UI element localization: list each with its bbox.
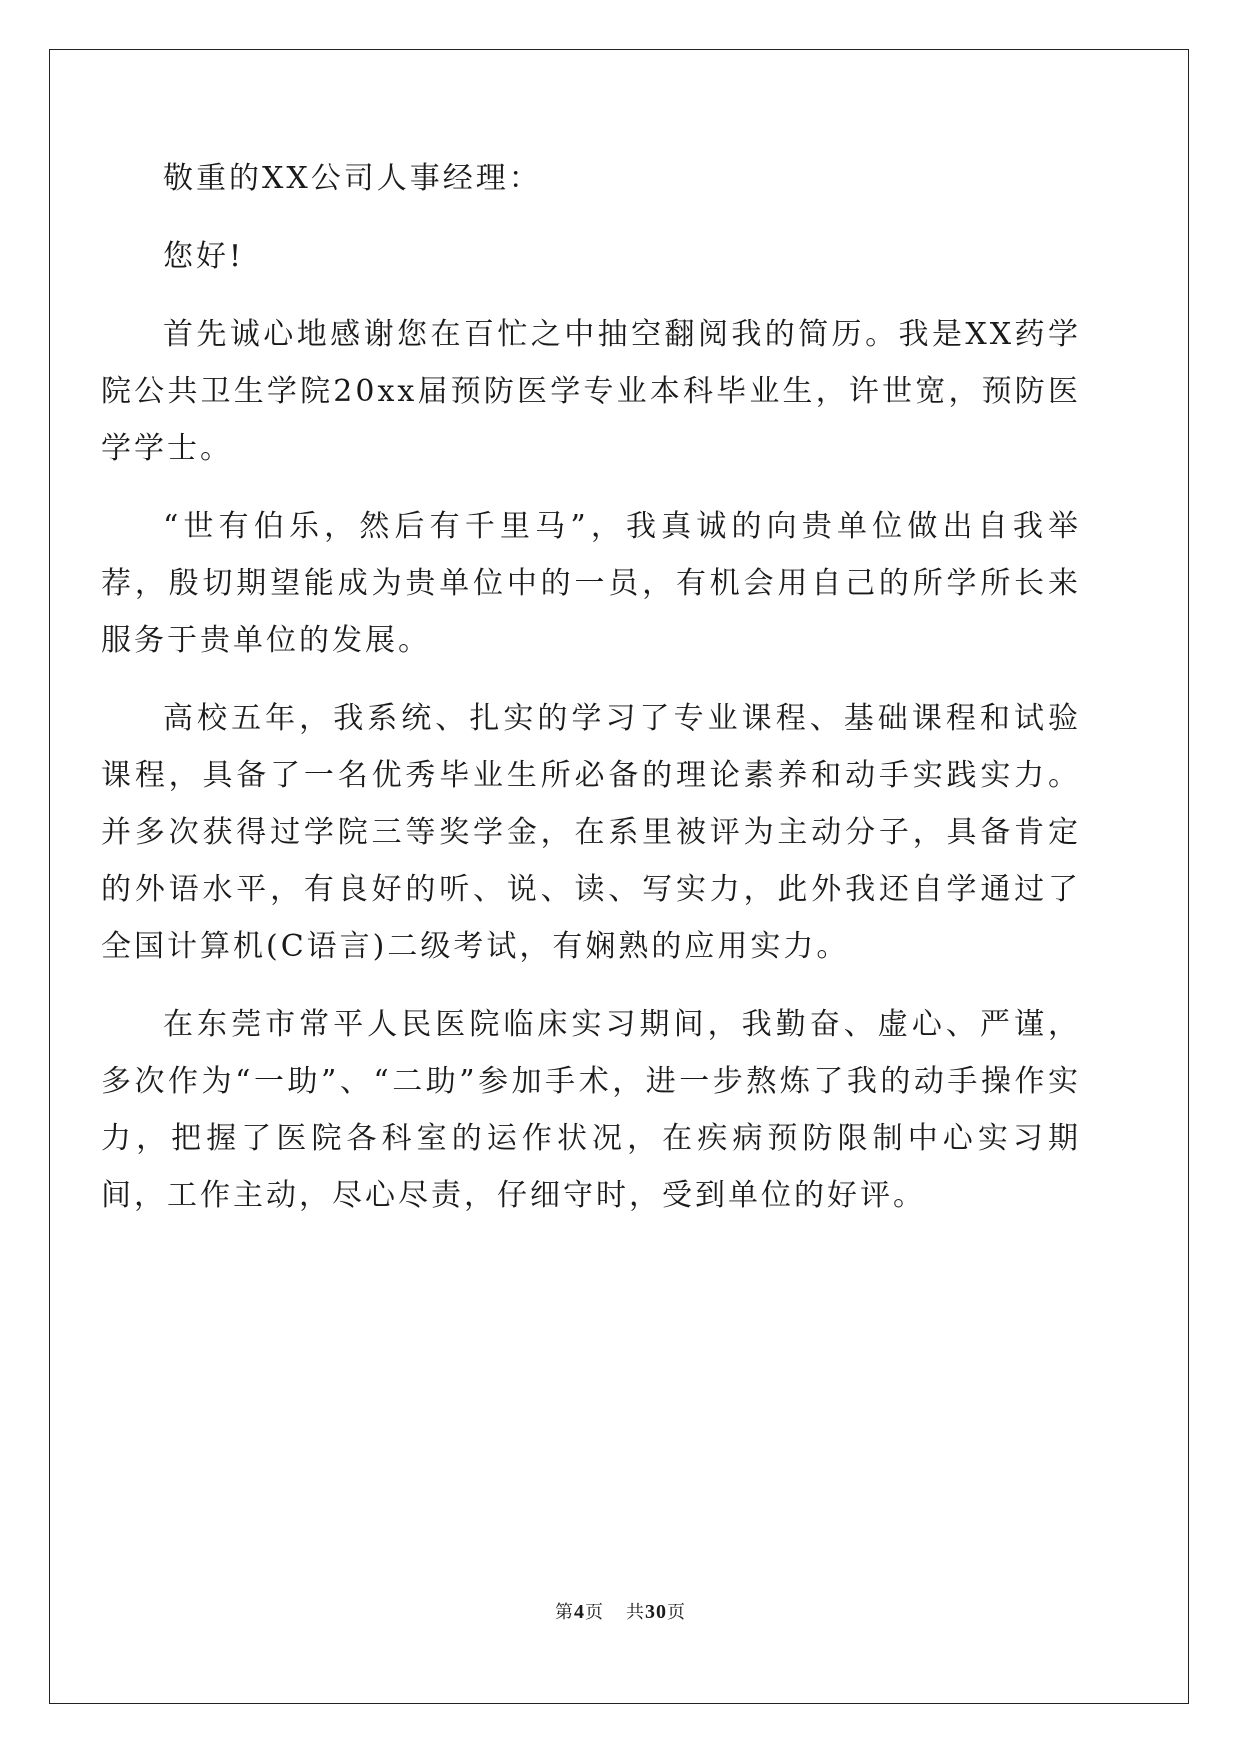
page-prefix: 第 [555,1602,574,1623]
paragraph: 在东莞市常平人民医院临床实习期间，我勤奋、虚心、严谨，多次作为“一助”、“二助”参加手术，进一步熬炼了我的动手操作实力，把握了医院各科室的运作状况，在疾病预防限制中心实习期间，工作主动，尽心尽责，仔细守时，受到单位的好评。 [101,1007,1081,1213]
total-prefix: 共 [626,1602,645,1623]
letter-body [101,150,1081,1224]
page-number: 4 [574,1601,585,1623]
paragraph: 高校五年，我系统、扎实的学习了专业课程、基础课程和试验课程，具备了一名优秀毕业生所必备的理论素养和动手实践实力。并多次获得过学院三等奖学金，在系里被评为主动分子，具备肯定的外语水平，有良好的听、说、读、写实力，此外我还自学通过了全国计算机(C语言)二级考试，有娴熟的应用实力。 [101,701,1081,964]
salutation: 敬重的XX公司人事经理： [163,161,542,196]
page-footer [0,1598,1241,1624]
paragraph: 首先诚心地感谢您在百忙之中抽空翻阅我的简历。我是XX药学院公共卫生学院20xx届预防医学专业本科毕业生，许世宽，预防医学学士。 [101,317,1081,466]
paragraph: “世有伯乐，然后有千里马”，我真诚的向贵单位做出自我举荐，殷切期望能成为贵单位中的一员，有机会用自己的所学所长来服务于贵单位的发展。 [101,509,1081,658]
total-pages: 30 [645,1601,667,1623]
greeting: 您好! [163,239,245,274]
total-suffix: 页 [667,1602,686,1623]
page-suffix: 页 [585,1602,604,1623]
